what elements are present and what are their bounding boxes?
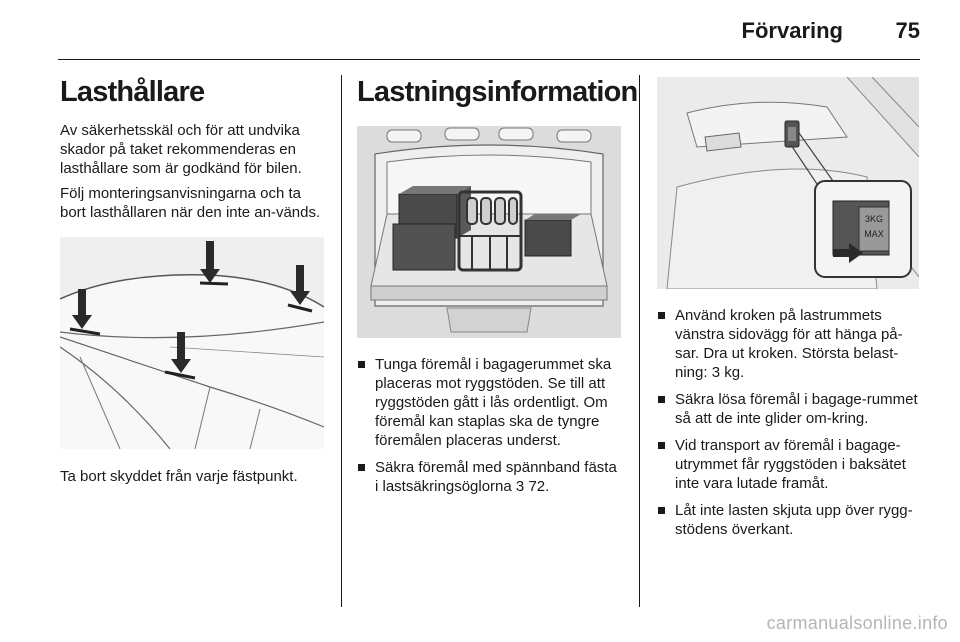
column-hook-info xyxy=(657,75,922,547)
loading-tips-list xyxy=(357,355,623,496)
bag-hook-illustration xyxy=(657,77,919,289)
paragraph-roof-rack-instructions: Följ monteringsanvisningarna och ta bort lasthållaren när den inte an-vänds. xyxy=(60,185,321,221)
bullet-icon xyxy=(658,507,665,514)
luggage-compartment-illustration xyxy=(357,126,621,338)
page-reference-link[interactable]: 72. xyxy=(528,478,550,495)
header-rule xyxy=(58,59,920,60)
column-roof-rack xyxy=(60,75,326,486)
list-item: Säkra föremål med spännband fästa i lastsäkringsöglorna 3 72. xyxy=(357,458,623,496)
section-title: Förvaring xyxy=(741,18,843,43)
hook-label-3kg: 3KG xyxy=(864,214,884,224)
roof-rack-illustration xyxy=(60,237,324,449)
hook-label-max: MAX xyxy=(864,229,884,239)
page-number: 75 xyxy=(895,18,920,43)
bullet-icon xyxy=(358,361,365,368)
page-header xyxy=(0,18,960,48)
bullet-icon xyxy=(658,442,665,449)
list-item: Säkra lösa föremål i bagage-rummet så att de inte glider om-kring. xyxy=(657,390,922,428)
heading-roof-rack: Lasthållare xyxy=(60,76,205,108)
bullet-icon xyxy=(358,464,365,471)
column-divider-2 xyxy=(639,75,640,607)
hook-tips-list xyxy=(657,306,922,539)
list-item: Låt inte lasten skjuta upp över rygg-stödens överkant. xyxy=(657,501,922,539)
heading-loading-info: Lastningsinformation xyxy=(357,76,638,108)
paragraph-roof-rack-safety: Av säkerhetsskäl och för att undvika skador på taket rekommenderas en lasthållare som är godkänd för bilen. xyxy=(60,122,302,177)
column-loading-info xyxy=(357,75,638,504)
list-item: Tunga föremål i bagagerummet ska placeras mot ryggstöden. Se till att ryggstöden gått i lås ordentligt. Om föremål kan staplas ska de tyngre föremålen placeras underst. xyxy=(357,355,623,450)
page-reference-arrow-icon: 3 xyxy=(515,478,525,495)
column-divider-1 xyxy=(341,75,342,607)
caption-remove-cover: Ta bort skyddet från varje fästpunkt. xyxy=(60,468,298,485)
bullet-icon xyxy=(658,396,665,403)
list-item: Använd kroken på lastrummets vänstra sidovägg för att hänga på-sar. Dra ut kroken. Största belast-ning: 3 kg. xyxy=(657,306,922,382)
bullet-icon xyxy=(658,312,665,319)
list-item: Vid transport av föremål i bagage-utrymmet får ryggstöden i baksätet inte vara lutade framåt. xyxy=(657,436,922,493)
watermark: carmanualsonline.info xyxy=(766,613,948,633)
